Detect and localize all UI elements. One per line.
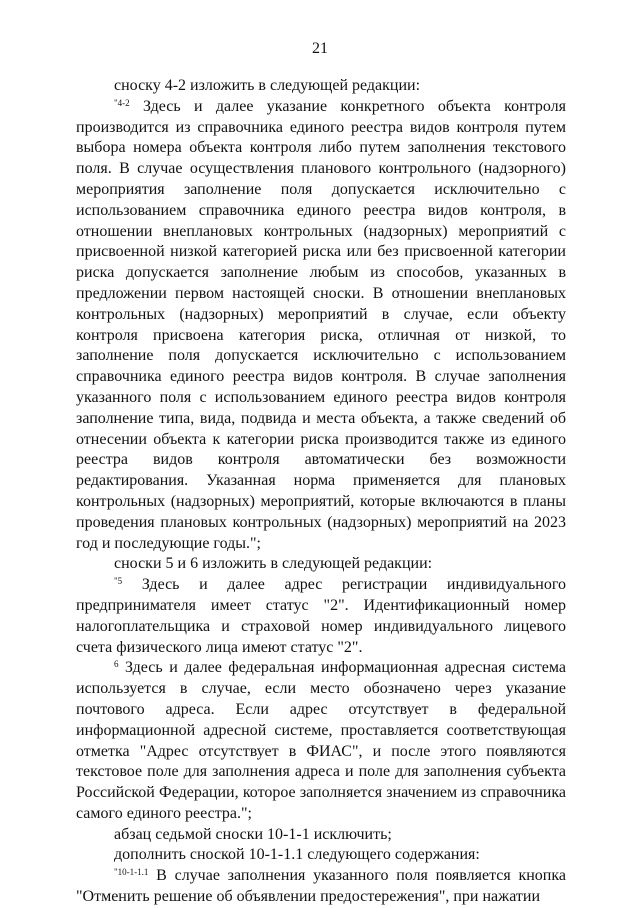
paragraph-text: дополнить сноской 10-1-1.1 следующего содержания: bbox=[114, 846, 480, 864]
footnote-marker: "4-2 bbox=[114, 97, 130, 108]
paragraph bbox=[76, 76, 566, 97]
paragraph-text: Здесь и далее адрес регистрации индивидуального предпринимателя имеет статус "2". Идентификационный номер налогоплательщика и страховой номер индивидуального лицевого счета физического лица имеют статус "2". bbox=[76, 576, 566, 656]
footnote-paragraph bbox=[76, 658, 566, 824]
footnote-paragraph bbox=[76, 866, 566, 908]
paragraph bbox=[76, 554, 566, 575]
paragraph-text: сноски 5 и 6 изложить в следующей редакции: bbox=[114, 555, 433, 573]
paragraph-text: сноску 4-2 изложить в следующей редакции: bbox=[114, 77, 421, 94]
paragraph-text: Здесь и далее федеральная информационная адресная система используется в случае, если место обозначено через указание почтового адреса. Если адрес отсутствует в федеральной информационной адресной системе, проставляется соответствующая отметка "Адрес отсутствует в ФИАС", и после этого появляются текстовое поле для заполнения адреса и поле для заполнения субъекта Российской Федерации, которое заполняется значением из справочника самого единого реестра."; bbox=[76, 659, 566, 822]
paragraph-text: В случае заполнения указанного поля появляется кнопка "Отменить решение об объявлении предостережения", при нажатии bbox=[76, 867, 566, 906]
paragraph-text: Здесь и далее указание конкретного объекта контроля производится из справочника единого реестра видов контроля путем выбора номера объекта контроля либо путем заполнения текстового поля. В случае осуществления планового контрольного (надзорного) мероприятия заполнение поля допускается исключительно с использованием справочника единого реестра видов контроля, в отношении внеплановых контрольных (надзорных) мероприятий с присвоенной низкой категорией риска или без присвоенной категории риска допускается заполнение любым из способов, указанных в предложении первом настоящей сноски. В отношении внеплановых контрольных (надзорных) мероприятий в случае, если объекту контроля присвоена категория риска, отличная от низкой, то заполнение поля допускается исключительно с использованием справочника единого реестра видов контроля. В случае заполнения указанного поля с использованием единого реестра видов контроля заполнение типа, вида, подвида и места объекта, а также сведений об отнесении объекта к категории риска производится также из единого реестра видов контроля автоматически без возможности редактирования. Указанная норма применяется для плановых контрольных (надзорных) мероприятий, которые включаются в планы проведения плановых контрольных (надзорных) мероприятий на 2023 год и последующие годы."; bbox=[76, 97, 566, 552]
footnote-marker: "5 bbox=[114, 576, 123, 587]
document-body bbox=[76, 76, 566, 908]
footnote-paragraph bbox=[76, 575, 566, 658]
paragraph bbox=[76, 845, 566, 866]
paragraph bbox=[76, 825, 566, 846]
page-number: 21 bbox=[312, 40, 328, 57]
footnote-marker: 6 bbox=[114, 659, 119, 670]
paragraph-text: абзац седьмой сноски 10-1-1 исключить; bbox=[114, 825, 392, 843]
footnote-paragraph bbox=[76, 97, 566, 555]
footnote-marker: "10-1-1.1 bbox=[114, 867, 149, 878]
